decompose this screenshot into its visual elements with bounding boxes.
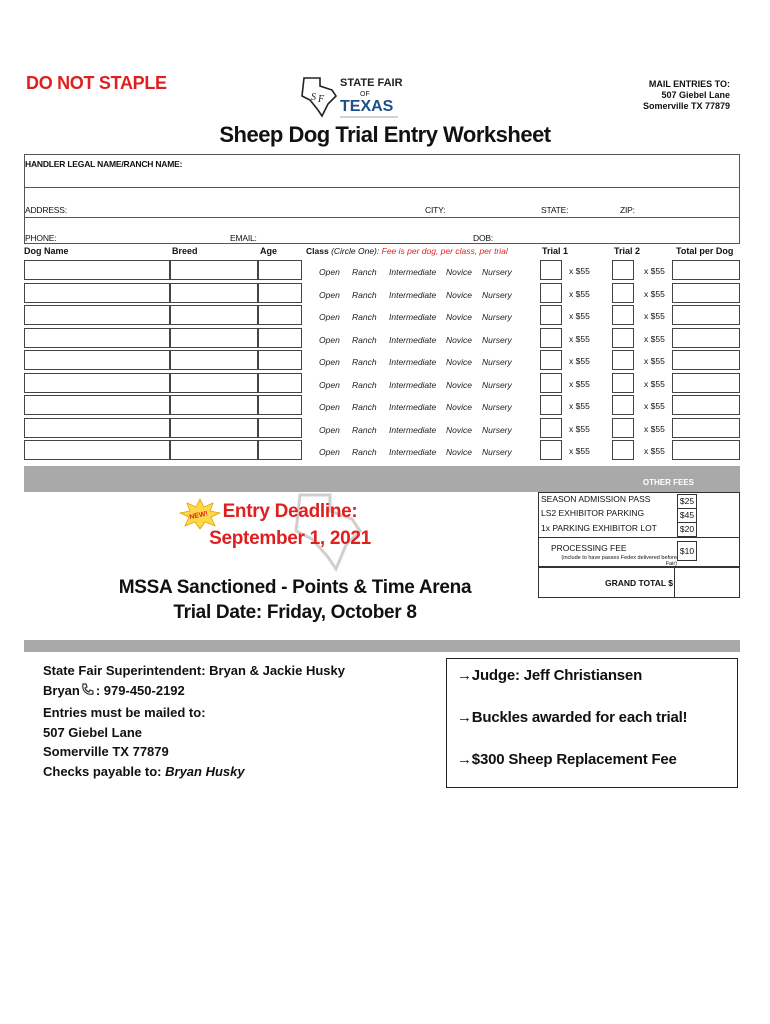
trial-2-qty-field[interactable] (612, 260, 634, 280)
class-novice[interactable]: Novice (446, 357, 472, 367)
class-nursery[interactable]: Nursery (482, 447, 512, 457)
ls2-parking-label: LS2 EXHIBITOR PARKING (541, 508, 645, 518)
city-label: CITY: (425, 205, 446, 215)
class-nursery[interactable]: Nursery (482, 267, 512, 277)
dog-name-field[interactable] (24, 418, 170, 438)
breed-field[interactable] (170, 260, 258, 280)
trial-2-fee: x $55 (644, 356, 665, 366)
class-novice[interactable]: Novice (446, 424, 472, 435)
class-novice[interactable]: Novice (446, 334, 472, 345)
checks-payable-label: Checks payable to: (43, 763, 162, 779)
total-per-dog-field[interactable] (672, 260, 740, 280)
other-fees-box (538, 492, 740, 567)
class-open[interactable]: Open (319, 312, 340, 322)
exhibitor-lot-amount: $20 (677, 522, 697, 537)
bryan-phone: : 979-450-2192 (95, 682, 185, 698)
phone-icon (80, 682, 96, 704)
class-ranch[interactable]: Ranch (352, 267, 377, 277)
trial-1-fee: x $55 (569, 288, 590, 299)
ls2-parking-amount: $45 (677, 508, 697, 523)
total-per-dog-field[interactable] (672, 283, 740, 303)
age-field[interactable] (258, 260, 302, 280)
trial-2-qty-field[interactable] (612, 418, 634, 438)
class-open[interactable]: Open (319, 447, 340, 457)
total-per-dog-field[interactable] (672, 328, 740, 348)
state-label: STATE: (541, 205, 569, 215)
trial-1-fee: x $55 (569, 311, 590, 321)
entry-deadline-label: Entry Deadline: (222, 501, 358, 522)
age-field[interactable] (258, 328, 302, 348)
logo-text-state-fair: STATE FAIR (340, 77, 403, 89)
table-row (24, 439, 740, 462)
sanction-line: MSSA Sanctioned - Points & Time Arena (118, 577, 472, 598)
table-row (24, 417, 740, 440)
total-per-dog-field[interactable] (672, 395, 740, 415)
dog-name-field[interactable] (24, 260, 170, 280)
trial-1-qty-field[interactable] (540, 373, 562, 393)
table-row (24, 327, 740, 350)
total-per-dog-field[interactable] (672, 373, 740, 393)
mailed-to-line: Entries must be mailed to: (43, 705, 206, 720)
mail-entries-address (643, 79, 730, 112)
checks-payable-line (43, 762, 345, 782)
table-row (24, 304, 740, 327)
email-label: EMAIL: (230, 233, 257, 243)
col-class-circle: (Circle One): (331, 246, 380, 256)
processing-fee-note: (include to have passes Fedex delivered before Fair) (561, 555, 677, 567)
trial-2-qty-field[interactable] (612, 373, 634, 393)
trial-2-qty-field[interactable] (612, 328, 634, 348)
class-ranch[interactable]: Ranch (352, 402, 377, 412)
entry-deadline (205, 498, 375, 552)
trial-2-qty-field[interactable] (612, 305, 634, 325)
col-class (306, 246, 508, 256)
dog-table-header (24, 245, 740, 259)
age-field[interactable] (258, 373, 302, 393)
class-open[interactable]: Open (319, 402, 340, 412)
bryan-name: Bryan (43, 682, 80, 698)
contact-info (43, 661, 345, 781)
table-row (24, 372, 740, 395)
class-nursery[interactable]: Nursery (482, 312, 512, 322)
address-label: ADDRESS: (25, 205, 67, 215)
mail-street: 507 Giebel Lane (661, 90, 730, 100)
class-ranch[interactable]: Ranch (352, 312, 377, 322)
class-open[interactable]: Open (319, 379, 340, 390)
breed-field[interactable] (170, 328, 258, 348)
dog-entry-table (24, 259, 740, 462)
other-fees-label: OTHER FEES (642, 478, 694, 487)
trial-1-fee: x $55 (569, 266, 590, 276)
trial-2-qty-field[interactable] (612, 283, 634, 303)
page-title: Sheep Dog Trial Entry Worksheet (219, 122, 551, 147)
do-not-staple-notice: DO NOT STAPLE (26, 73, 167, 93)
state-fair-logo (298, 72, 408, 120)
class-ranch[interactable]: Ranch (352, 357, 377, 367)
class-intermediate[interactable]: Intermediate (389, 312, 437, 322)
season-pass-label: SEASON ADMISSION PASS (541, 494, 651, 504)
processing-fee-text: PROCESSING FEE (551, 543, 627, 553)
breed-field[interactable] (170, 373, 258, 393)
class-open[interactable]: Open (319, 334, 340, 345)
total-per-dog-field[interactable] (672, 305, 740, 325)
mail-city: Somerville TX 77879 (642, 101, 730, 111)
trial-1-fee: x $55 (569, 378, 590, 389)
breed-field[interactable] (170, 305, 258, 325)
trial-1-qty-field[interactable] (540, 305, 562, 325)
class-open[interactable]: Open (319, 289, 340, 300)
trial-2-fee: x $55 (644, 266, 665, 276)
logo-text-texas: TEXAS (340, 98, 394, 115)
dob-label: DOB: (473, 233, 493, 243)
grand-total-box (538, 567, 740, 598)
class-ranch[interactable]: Ranch (352, 379, 377, 390)
dog-name-field[interactable] (24, 350, 170, 370)
class-open[interactable]: Open (319, 267, 340, 277)
table-row (24, 282, 740, 305)
handler-info-section (24, 154, 740, 244)
trial-2-fee: x $55 (644, 378, 665, 389)
class-open[interactable]: Open (319, 424, 340, 435)
trial-2-fee: x $55 (644, 446, 665, 456)
trial-1-qty-field[interactable] (540, 395, 562, 415)
buckles-line: →Buckles awarded for each trial! (457, 709, 688, 726)
class-ranch[interactable]: Ranch (352, 424, 377, 435)
age-field[interactable] (258, 418, 302, 438)
trial-date-line: Trial Date: Friday, October 8 (173, 602, 417, 623)
superintendent-line: State Fair Superintendent: Bryan & Jackie Husky (43, 663, 345, 678)
zip-label: ZIP: (620, 205, 635, 215)
exhibitor-lot-label: 1x PARKING EXHIBITOR LOT (541, 523, 657, 533)
age-field[interactable] (258, 283, 302, 303)
mail-entries-label: MAIL ENTRIES TO: (648, 79, 730, 89)
trial-2-qty-field[interactable] (612, 395, 634, 415)
trial-1-qty-field[interactable] (540, 440, 562, 460)
class-nursery[interactable]: Nursery (482, 289, 512, 300)
dog-name-field[interactable] (24, 328, 170, 348)
total-per-dog-field[interactable] (672, 440, 740, 460)
breed-field[interactable] (170, 350, 258, 370)
trial-1-fee: x $55 (569, 423, 590, 434)
breed-field[interactable] (170, 418, 258, 438)
dog-name-field[interactable] (24, 283, 170, 303)
class-ranch[interactable]: Ranch (352, 289, 377, 300)
trial-2-fee: x $55 (644, 333, 665, 344)
new-badge-text: NEW! (188, 510, 209, 522)
processing-fee-amount: $10 (677, 541, 697, 561)
section-divider-bar (24, 640, 740, 652)
class-intermediate[interactable]: Intermediate (389, 267, 437, 277)
class-nursery[interactable]: Nursery (482, 379, 512, 390)
class-novice[interactable]: Novice (446, 447, 472, 457)
trial-1-qty-field[interactable] (540, 418, 562, 438)
judge-line: →Judge: Jeff Christiansen (457, 667, 643, 684)
svg-text:F: F (318, 94, 325, 105)
dog-name-field[interactable] (24, 440, 170, 460)
age-field[interactable] (258, 350, 302, 370)
col-age: Age (260, 246, 278, 256)
class-ranch[interactable]: Ranch (352, 334, 377, 345)
entry-deadline-date: September 1, 2021 (209, 528, 371, 549)
handler-name-label: HANDLER LEGAL NAME/RANCH NAME: (25, 159, 183, 169)
class-intermediate[interactable]: Intermediate (389, 289, 437, 300)
other-fees-bar (24, 466, 740, 492)
class-novice[interactable]: Novice (446, 267, 472, 277)
phone-label: PHONE: (25, 233, 57, 243)
breed-field[interactable] (170, 395, 258, 415)
total-per-dog-field[interactable] (672, 350, 740, 370)
class-novice[interactable]: Novice (446, 312, 472, 322)
trial-2-qty-field[interactable] (612, 350, 634, 370)
breed-field[interactable] (170, 283, 258, 303)
trial-1-fee: x $55 (569, 401, 590, 411)
season-pass-amount: $25 (677, 494, 697, 509)
grand-total-label: GRAND TOTAL $ (604, 578, 673, 588)
dog-name-field[interactable] (24, 305, 170, 325)
bryan-phone-line (43, 681, 345, 704)
class-intermediate[interactable]: Intermediate (389, 379, 437, 390)
sanction-info (60, 575, 530, 625)
dog-name-field[interactable] (24, 395, 170, 415)
trial-1-qty-field[interactable] (540, 260, 562, 280)
mail-address-line-1: 507 Giebel Lane (43, 724, 142, 740)
col-dog-name: Dog Name (24, 246, 69, 256)
class-novice[interactable]: Novice (446, 379, 472, 390)
col-class-fee-note: Fee is per dog, per class, per trial (381, 246, 508, 256)
trial-1-fee: x $55 (569, 446, 590, 456)
trial-1-fee: x $55 (569, 356, 590, 366)
class-intermediate[interactable]: Intermediate (389, 334, 437, 345)
trial-info-box (446, 658, 738, 788)
trial-1-qty-field[interactable] (540, 328, 562, 348)
col-trial-1: Trial 1 (542, 246, 569, 256)
svg-text:S: S (311, 92, 316, 103)
trial-2-fee: x $55 (644, 311, 665, 321)
col-trial-2: Trial 2 (614, 246, 641, 256)
replacement-fee-line: →$300 Sheep Replacement Fee (457, 751, 677, 768)
checks-payable-name: Bryan Husky (165, 763, 245, 779)
mail-address-line-2: Somerville TX 77879 (43, 744, 169, 759)
table-row (24, 394, 740, 417)
class-ranch[interactable]: Ranch (352, 447, 377, 457)
age-field[interactable] (258, 395, 302, 415)
class-intermediate[interactable]: Intermediate (389, 402, 437, 412)
class-nursery[interactable]: Nursery (482, 334, 512, 345)
trial-1-qty-field[interactable] (540, 350, 562, 370)
col-breed: Breed (172, 246, 198, 256)
dog-name-field[interactable] (24, 373, 170, 393)
processing-fee-label (549, 543, 689, 553)
col-class-label: Class (306, 246, 329, 256)
logo-text-of: OF (360, 91, 370, 98)
age-field[interactable] (258, 305, 302, 325)
trial-2-fee: x $55 (644, 423, 665, 434)
trial-1-fee: x $55 (569, 333, 590, 344)
trial-2-fee: x $55 (644, 288, 665, 299)
table-row (24, 259, 740, 282)
class-nursery[interactable]: Nursery (482, 424, 512, 435)
class-intermediate[interactable]: Intermediate (389, 447, 437, 457)
trial-2-qty-field[interactable] (612, 440, 634, 460)
class-nursery[interactable]: Nursery (482, 402, 512, 412)
class-nursery[interactable]: Nursery (482, 357, 512, 367)
total-per-dog-field[interactable] (672, 418, 740, 438)
trial-2-fee: x $55 (644, 401, 665, 411)
class-intermediate[interactable]: Intermediate (389, 357, 437, 367)
class-open[interactable]: Open (319, 357, 340, 367)
age-field[interactable] (258, 440, 302, 460)
class-novice[interactable]: Novice (446, 289, 472, 300)
grand-total-field[interactable] (674, 568, 739, 597)
trial-1-qty-field[interactable] (540, 283, 562, 303)
table-row (24, 349, 740, 372)
col-total-per-dog: Total per Dog (676, 246, 734, 256)
class-intermediate[interactable]: Intermediate (389, 424, 437, 435)
class-novice[interactable]: Novice (446, 402, 472, 412)
breed-field[interactable] (170, 440, 258, 460)
